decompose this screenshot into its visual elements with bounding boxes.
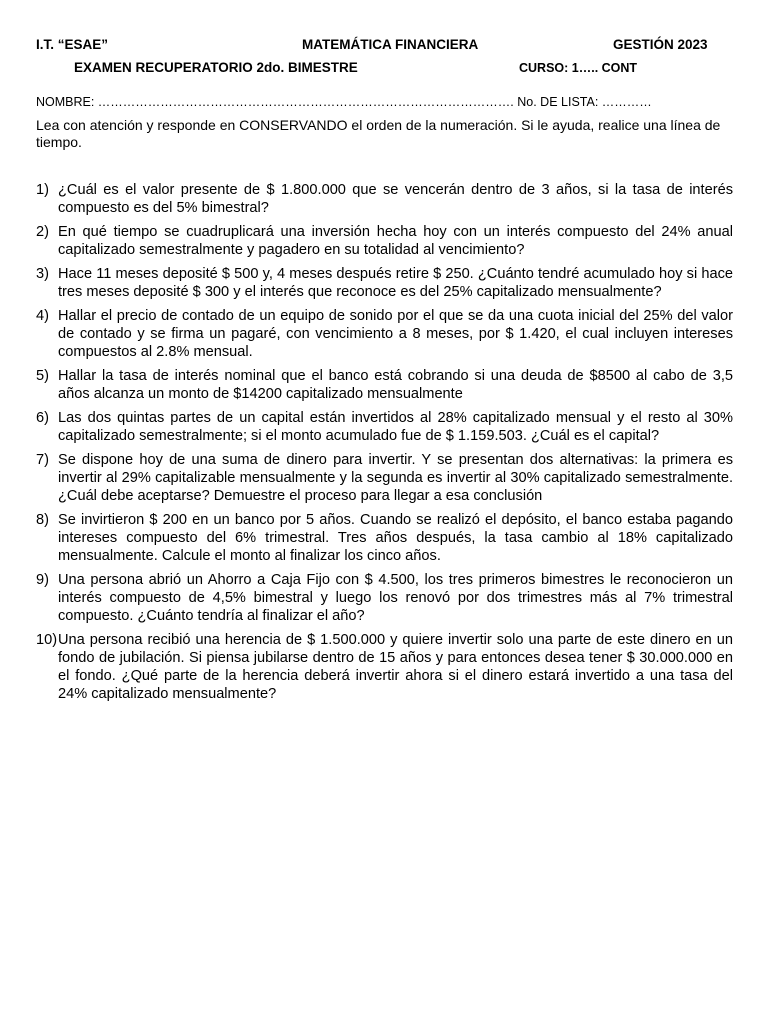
question-text: En qué tiempo se cuadruplicará una inversión hecha hoy con un interés compuesto del 24% anual capitalizado semestralmente y pagadero en su totalidad al vencimiento? <box>58 224 733 258</box>
question-text: Las dos quintas partes de un capital están invertidos al 28% capitalizado mensual y el resto al 30% capitalizado semestralmente; si el monto acumulado fue de $ 1.159.503. ¿Cuál es el capital? <box>58 410 733 444</box>
question-text: Una persona recibió una herencia de $ 1.500.000 y quiere invertir solo una parte de este dinero en un fondo de jubilación. Si piensa jubilarse dentro de 15 años y para entonces desea tener $ 30.000.000 en el fondo. ¿Qué parte de la herencia deberá invertir ahora si el dinero estará invertido a una tasa del 24% capitalizado mensualmente? <box>58 632 733 702</box>
question-number: 10) <box>36 632 58 648</box>
question-number: 3) <box>36 266 49 282</box>
question-number: 2) <box>36 224 49 240</box>
question-text: Se invirtieron $ 200 en un banco por 5 años. Cuando se realizó el depósito, el banco estaba pagando intereses compuesto del 6% trimestral. Tres años después, la tasa cambio al 18% capitalizado mensualmente. Calcule el monto al finalizar los cinco años. <box>58 512 733 564</box>
question-item <box>36 307 733 361</box>
question-item <box>36 409 733 445</box>
exam-title: EXAMEN RECUPERATORIO 2do. BIMESTRE <box>74 60 358 75</box>
question-text: Hallar la tasa de interés nominal que el banco está cobrando si una deuda de $8500 al cabo de 3,5 años alcanza un monto de $14200 capitalizado mensualmente <box>58 368 733 402</box>
question-list <box>36 181 733 709</box>
question-number: 4) <box>36 308 49 324</box>
question-item <box>36 367 733 403</box>
subject-title: MATEMÁTICA FINANCIERA <box>302 37 479 52</box>
question-number: 5) <box>36 368 49 384</box>
question-number: 8) <box>36 512 49 528</box>
question-item <box>36 571 733 625</box>
question-number: 1) <box>36 182 49 198</box>
question-number: 6) <box>36 410 49 426</box>
question-text: Hallar el precio de contado de un equipo de sonido por el que se da una cuota inicial del 25% del valor de contado y se firma un pagaré, con vencimiento a 8 meses, por $ 1.420, el cual incluyen intereses compuestos al 2.8% mensual. <box>58 308 733 360</box>
question-item <box>36 451 733 505</box>
question-text: Hace 11 meses deposité $ 500 y, 4 meses después retire $ 250. ¿Cuánto tendré acumulado hoy si hace tres meses deposité $ 300 y el interés que reconoce es del 25% capitalizado mensualmente? <box>58 266 733 300</box>
question-text: ¿Cuál es el valor presente de $ 1.800.000 que se vencerán dentro de 3 años, si la tasa de interés compuesto es del 5% bimestral? <box>58 182 733 216</box>
student-name-line: NOMBRE: ………………………………………………………………………………………. No. DE LISTA: ………… <box>36 95 652 109</box>
instructions: Lea con atención y responde en CONSERVANDO el orden de la numeración. Si le ayuda, realice una línea de tiempo. <box>36 117 721 150</box>
institute-name: I.T. “ESAE” <box>36 37 109 52</box>
question-text: Se dispone hoy de una suma de dinero para invertir. Y se presentan dos alternativas: la primera es invertir al 29% capitalizable mensualmente y la segunda es invertir al 30% capitalizado semestralmente. ¿Cuál debe aceptarse? Demuestre el proceso para llegar a esa conclusión <box>58 452 733 504</box>
course-label: CURSO: 1….. CONT <box>519 61 638 75</box>
question-number: 9) <box>36 572 49 588</box>
question-item <box>36 511 733 565</box>
question-item <box>36 265 733 301</box>
year-label: GESTIÓN 2023 <box>613 37 708 52</box>
question-number: 7) <box>36 452 49 468</box>
question-item <box>36 223 733 259</box>
question-item <box>36 181 733 217</box>
question-item <box>36 631 733 703</box>
question-text: Una persona abrió un Ahorro a Caja Fijo con $ 4.500, los tres primeros bimestres le reconocieron un interés compuesto de 4,5% bimestral y luego los renovó por dos trimestres más al 7% trimestral compuesto. ¿Cuánto tendría al finalizar el año? <box>58 572 733 624</box>
